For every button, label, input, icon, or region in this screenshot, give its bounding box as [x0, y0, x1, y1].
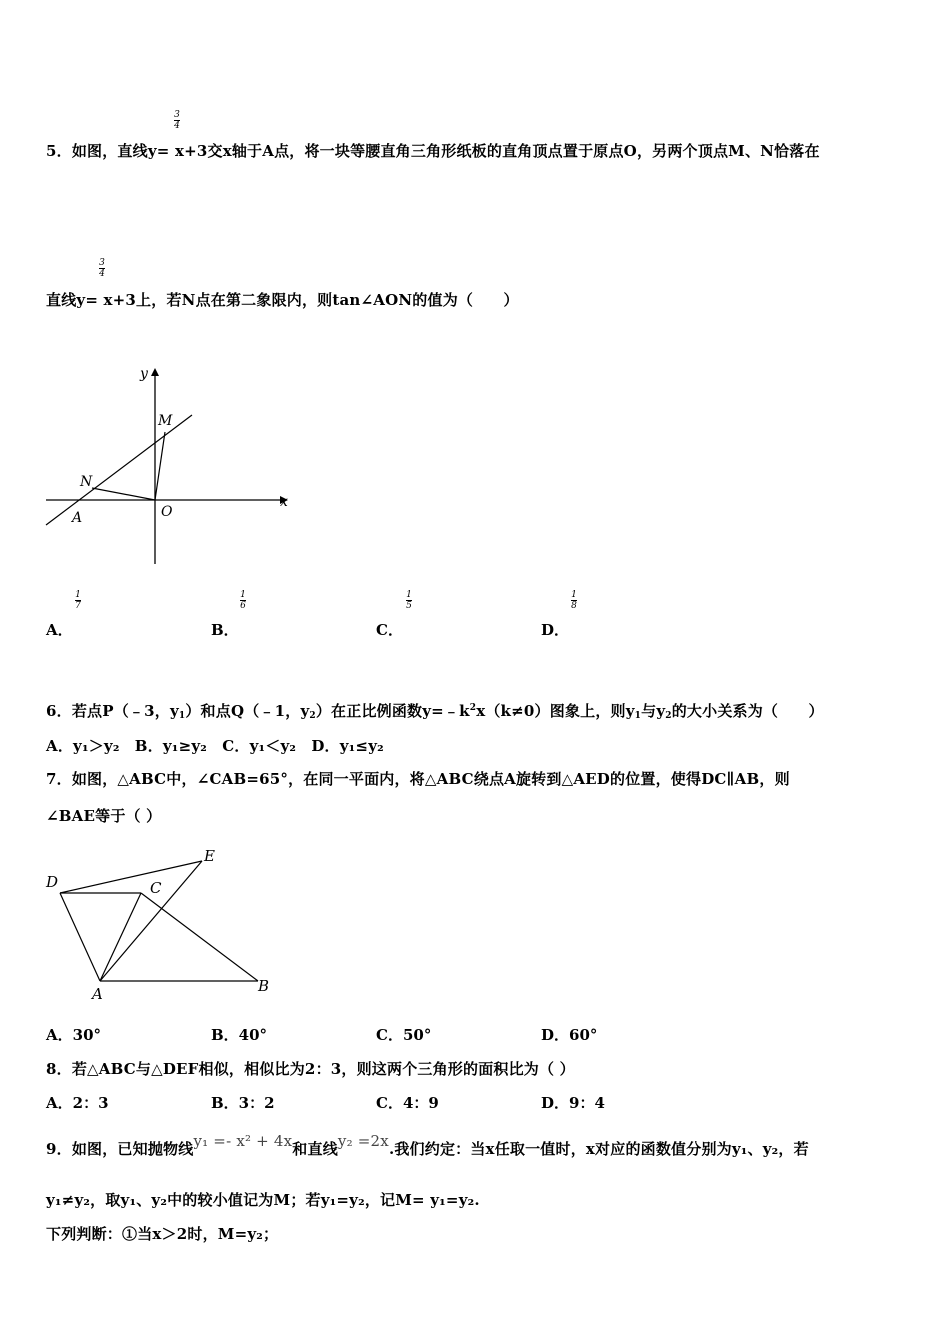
segment-on [92, 488, 155, 500]
q5-option-d[interactable]: D． [541, 621, 570, 639]
label-m: M [158, 413, 173, 429]
q5-option-a[interactable]: A． [46, 621, 73, 639]
q7-option-a[interactable]: A．30° [46, 1026, 102, 1044]
q7-option-b[interactable]: B．40° [211, 1026, 268, 1044]
option-d-fraction: 1 8 [571, 590, 577, 611]
option-c-fraction: 1 5 [406, 590, 412, 611]
fraction-3-4-top: 3 4 [174, 110, 180, 131]
q5-figure [40, 360, 300, 570]
q7-figure [40, 845, 290, 1005]
q8-option-a[interactable]: A．2：3 [46, 1094, 109, 1112]
segment-da [60, 893, 100, 981]
label-e: E [204, 847, 215, 865]
q7-option-c[interactable]: C．50° [376, 1026, 432, 1044]
q7-option-d[interactable]: D．60° [541, 1026, 598, 1044]
segment-de [60, 861, 202, 893]
formula-parabola: y₁ =- x² + 4x [193, 1132, 293, 1150]
label-n: N [80, 474, 93, 490]
option-b-fraction: 1 6 [240, 590, 246, 611]
q8-option-c[interactable]: C．4：9 [376, 1094, 439, 1112]
q5-option-c[interactable]: C． [376, 621, 403, 639]
label-d: D [46, 873, 59, 891]
q8-option-b[interactable]: B．3：2 [211, 1094, 275, 1112]
q8-stem: 8．若△ABC与△DEF相似，相似比为2：3，则这两个三角形的面积比为（ ） [46, 1060, 575, 1078]
q6-options[interactable]: A．y₁＞y₂ B．y₁≥y₂ C．y₁＜y₂ D．y₁≤y₂ [46, 737, 384, 755]
label-a: A [72, 510, 83, 526]
q5-line2: 直线y= x+3上，若N点在第二象限内，则tan∠AON的值为（ ） [46, 291, 519, 309]
q7-line1: 7．如图，△ABC中，∠CAB=65°，在同一平面内，将△ABC绕点A旋转到△AED的位置，使得DC∥AB，则 [46, 770, 790, 788]
q9-line2: y₁≠y₂，取y₁、y₂中的较小值记为M；若y₁=y₂，记M= y₁=y₂. [46, 1191, 480, 1209]
q9-line3: 下列判断：①当x＞2时，M=y₂； [46, 1225, 279, 1243]
formula-line: y₂ =2x [337, 1132, 389, 1150]
q8-option-d[interactable]: D．9：4 [541, 1094, 605, 1112]
q5-option-b[interactable]: B． [211, 621, 239, 639]
segment-ac [100, 893, 141, 981]
q7-line2: ∠BAE等于（ ） [46, 807, 162, 825]
label-b: B [258, 977, 270, 995]
label-a: A [92, 985, 103, 1003]
option-a-fraction: 1 7 [75, 590, 81, 611]
label-c: C [150, 879, 162, 897]
q9-stem: 9．如图，已知抛物线y₁ =- x² + 4x和直线y₂ =2x.我们约定：当x任取一值时，x对应的函数值分别为y₁、y₂，若 [46, 1132, 809, 1158]
label-y: y [140, 366, 148, 382]
y-axis-arrow [151, 368, 159, 376]
label-x: x [280, 494, 288, 510]
q5-line1: 5．如图，直线y= x+3交x轴于A点，将一块等腰直角三角形纸板的直角顶点置于原点O，另两个顶点M、N恰落在 [46, 142, 820, 160]
fraction-3-4-bottom: 3 4 [99, 258, 105, 279]
segment-cb [141, 893, 258, 981]
q6-stem: 6．若点P（﹣3，$y_1$）和点Q（﹣1，$y_2$）在正比例函数$y=﹣k^2x(k\ne 0)$图象上，则$y_1$与$y_2$的大小关系为（ ） [46, 702, 824, 721]
label-o: O [161, 504, 173, 520]
